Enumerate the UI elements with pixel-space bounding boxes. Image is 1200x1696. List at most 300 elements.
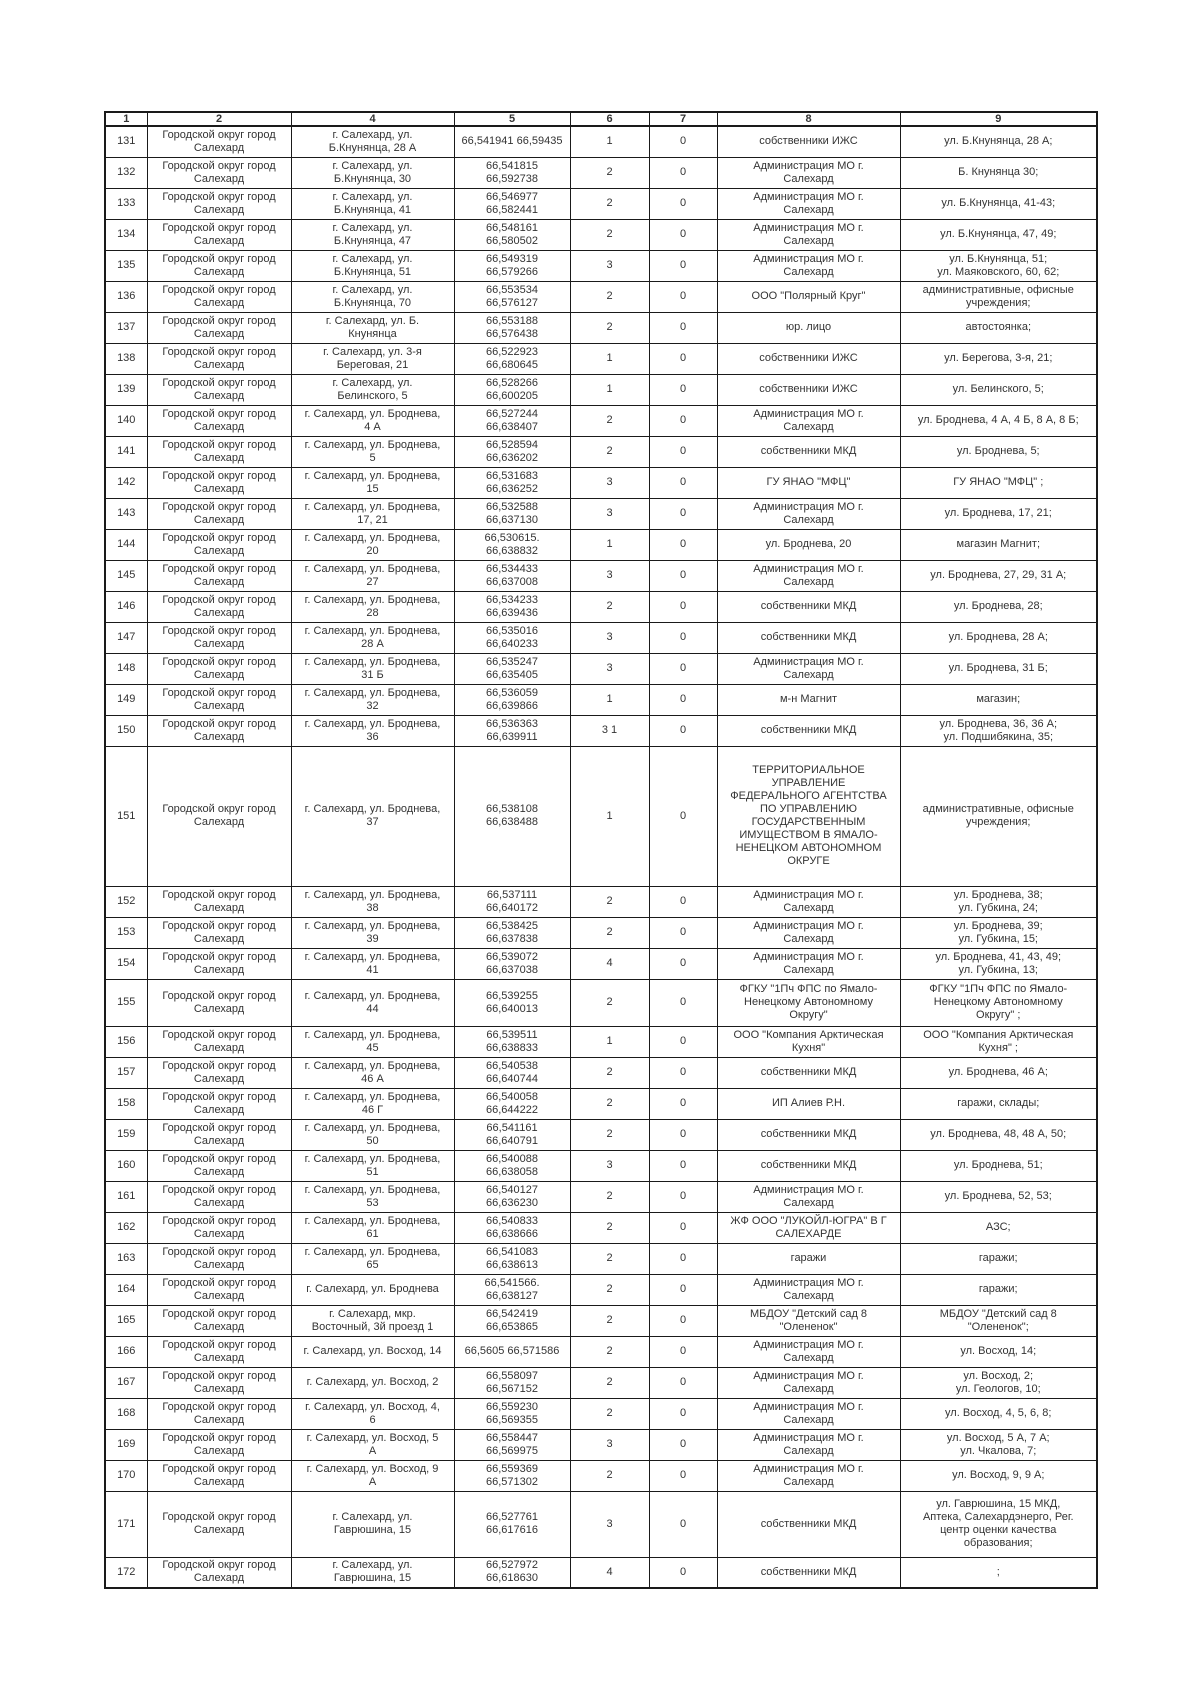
- row-number: 171: [105, 1491, 147, 1557]
- column-7-cell: 0: [649, 312, 717, 343]
- table-body: [105, 126, 1097, 1588]
- owner-cell: Администрация МО г. Салехард: [717, 948, 900, 979]
- district-cell: Городской округ город Салехард: [147, 979, 291, 1026]
- address-cell: г. Салехард, ул. Броднева, 31 Б: [291, 653, 454, 684]
- district-cell: Городской округ город Салехард: [147, 250, 291, 281]
- table-row: [105, 1398, 1097, 1429]
- owner-cell: собственники МКД: [717, 1119, 900, 1150]
- district-cell: Городской округ город Салехард: [147, 1460, 291, 1491]
- column-6-cell: 2: [570, 1398, 649, 1429]
- column-7-cell: 0: [649, 1336, 717, 1367]
- column-7-cell: 0: [649, 498, 717, 529]
- owner-cell: Администрация МО г. Салехард: [717, 1336, 900, 1367]
- column-7-cell: 0: [649, 622, 717, 653]
- owner-cell: собственники МКД: [717, 1557, 900, 1588]
- address-cell: г. Салехард, ул. Броднева, 36: [291, 715, 454, 746]
- coordinates-cell: 66,535016 66,640233: [454, 622, 570, 653]
- table-row: [105, 1026, 1097, 1057]
- row-number: 172: [105, 1557, 147, 1588]
- row-number: 152: [105, 886, 147, 917]
- district-cell: Городской округ город Салехард: [147, 1274, 291, 1305]
- coordinates-cell: 66,532588 66,637130: [454, 498, 570, 529]
- objects-cell: ул. Восход, 5 А, 7 А; ул. Чкалова, 7;: [900, 1429, 1097, 1460]
- table-row: [105, 622, 1097, 653]
- district-cell: Городской округ город Салехард: [147, 529, 291, 560]
- owner-cell: Администрация МО г. Салехард: [717, 1460, 900, 1491]
- row-number: 142: [105, 467, 147, 498]
- table-row: [105, 219, 1097, 250]
- column-6-cell: 3 1: [570, 715, 649, 746]
- coordinates-cell: 66,539511 66,638833: [454, 1026, 570, 1057]
- district-cell: Городской округ город Салехард: [147, 374, 291, 405]
- column-6-cell: 1: [570, 374, 649, 405]
- objects-cell: ул. Броднева, 4 А, 4 Б, 8 А, 8 Б;: [900, 405, 1097, 436]
- row-number: 166: [105, 1336, 147, 1367]
- table-row: [105, 405, 1097, 436]
- owner-cell: МБДОУ "Детский сад 8 "Олененок": [717, 1305, 900, 1336]
- objects-cell: ул. Восход, 4, 5, 6, 8;: [900, 1398, 1097, 1429]
- owner-cell: ЖФ ООО "ЛУКОЙЛ-ЮГРА" В Г САЛЕХАРДЕ: [717, 1212, 900, 1243]
- objects-cell: ;: [900, 1557, 1097, 1588]
- district-cell: Городской округ город Салехард: [147, 1429, 291, 1460]
- coordinates-cell: 66,540538 66,640744: [454, 1057, 570, 1088]
- objects-cell: административные, офисные учреждения;: [900, 281, 1097, 312]
- district-cell: Городской округ город Салехард: [147, 1305, 291, 1336]
- owner-cell: Администрация МО г. Салехард: [717, 405, 900, 436]
- column-7-cell: 0: [649, 157, 717, 188]
- objects-cell: ул. Броднева, 36, 36 А; ул. Подшибякина, 35;: [900, 715, 1097, 746]
- column-6-cell: 2: [570, 281, 649, 312]
- table-row: [105, 343, 1097, 374]
- objects-cell: ул. Гаврюшина, 15 МКД, Аптека, Салехардэнерго, Рег. центр оценки качества образования;: [900, 1491, 1097, 1557]
- coordinates-cell: 66,534233 66,639436: [454, 591, 570, 622]
- table-row: [105, 560, 1097, 591]
- district-cell: Городской округ город Салехард: [147, 560, 291, 591]
- column-6-cell: 4: [570, 1557, 649, 1588]
- coordinates-cell: 66,536059 66,639866: [454, 684, 570, 715]
- coordinates-cell: 66,541815 66,592738: [454, 157, 570, 188]
- column-7-cell: 0: [649, 1429, 717, 1460]
- address-cell: г. Салехард, ул. Восход, 9 А: [291, 1460, 454, 1491]
- address-cell: г. Салехард, ул. Броднева, 38: [291, 886, 454, 917]
- objects-cell: ул. Б.Кнунянца, 47, 49;: [900, 219, 1097, 250]
- row-number: 167: [105, 1367, 147, 1398]
- owner-cell: Администрация МО г. Салехард: [717, 157, 900, 188]
- district-cell: Городской округ город Салехард: [147, 1398, 291, 1429]
- owner-cell: Администрация МО г. Салехард: [717, 1398, 900, 1429]
- owner-cell: Администрация МО г. Салехард: [717, 1367, 900, 1398]
- district-cell: Городской округ город Салехард: [147, 746, 291, 886]
- district-cell: Городской округ город Салехард: [147, 1243, 291, 1274]
- row-number: 145: [105, 560, 147, 591]
- row-number: 147: [105, 622, 147, 653]
- district-cell: Городской округ город Салехард: [147, 1557, 291, 1588]
- district-cell: Городской округ город Салехард: [147, 467, 291, 498]
- column-6-cell: 2: [570, 1212, 649, 1243]
- coordinates-cell: 66,531683 66,636252: [454, 467, 570, 498]
- column-7-cell: 0: [649, 1150, 717, 1181]
- column-7-cell: 0: [649, 1491, 717, 1557]
- table-row: [105, 1491, 1097, 1557]
- address-cell: г. Салехард, ул. Броднева, 4 А: [291, 405, 454, 436]
- coordinates-cell: 66,553534 66,576127: [454, 281, 570, 312]
- column-header: 7: [649, 112, 717, 126]
- column-6-cell: 1: [570, 529, 649, 560]
- row-number: 165: [105, 1305, 147, 1336]
- table-row: [105, 591, 1097, 622]
- column-7-cell: 0: [649, 374, 717, 405]
- district-cell: Городской округ город Салехард: [147, 126, 291, 157]
- row-number: 163: [105, 1243, 147, 1274]
- column-7-cell: 0: [649, 653, 717, 684]
- objects-cell: ул. Броднева, 39; ул. Губкина, 15;: [900, 917, 1097, 948]
- coordinates-cell: 66,541083 66,638613: [454, 1243, 570, 1274]
- owner-cell: ГУ ЯНАО "МФЦ": [717, 467, 900, 498]
- owner-cell: Администрация МО г. Салехард: [717, 498, 900, 529]
- owner-cell: Администрация МО г. Салехард: [717, 653, 900, 684]
- address-cell: г. Салехард, ул. Броднева, 37: [291, 746, 454, 886]
- column-7-cell: 0: [649, 1305, 717, 1336]
- coordinates-cell: 66,540833 66,638666: [454, 1212, 570, 1243]
- column-6-cell: 2: [570, 436, 649, 467]
- coordinates-cell: 66,558447 66,569975: [454, 1429, 570, 1460]
- objects-cell: МБДОУ "Детский сад 8 "Олененок";: [900, 1305, 1097, 1336]
- objects-cell: ул. Восход, 14;: [900, 1336, 1097, 1367]
- table-header: [105, 112, 1097, 126]
- table-row: [105, 1243, 1097, 1274]
- row-number: 150: [105, 715, 147, 746]
- column-6-cell: 1: [570, 684, 649, 715]
- address-cell: г. Салехард, ул. Броднева, 41: [291, 948, 454, 979]
- objects-cell: ул. Броднева, 27, 29, 31 А;: [900, 560, 1097, 591]
- district-cell: Городской округ город Салехард: [147, 436, 291, 467]
- table-row: [105, 1429, 1097, 1460]
- table-row: [105, 917, 1097, 948]
- row-number: 155: [105, 979, 147, 1026]
- column-6-cell: 2: [570, 1243, 649, 1274]
- column-6-cell: 2: [570, 886, 649, 917]
- column-7-cell: 0: [649, 467, 717, 498]
- column-7-cell: 0: [649, 1181, 717, 1212]
- column-7-cell: 0: [649, 684, 717, 715]
- district-cell: Городской округ город Салехард: [147, 1367, 291, 1398]
- column-6-cell: 2: [570, 312, 649, 343]
- address-cell: г. Салехард, ул. Восход, 5 А: [291, 1429, 454, 1460]
- column-6-cell: 2: [570, 1088, 649, 1119]
- table-row: [105, 886, 1097, 917]
- column-7-cell: 0: [649, 979, 717, 1026]
- address-cell: г. Салехард, ул. Б.Кнунянца, 28 А: [291, 126, 454, 157]
- address-cell: г. Салехард, ул. Броднева, 32: [291, 684, 454, 715]
- owner-cell: юр. лицо: [717, 312, 900, 343]
- owner-cell: собственники МКД: [717, 715, 900, 746]
- column-header: 1: [105, 112, 147, 126]
- address-cell: г. Салехард, ул. Б.Кнунянца, 47: [291, 219, 454, 250]
- district-cell: Городской округ город Салехард: [147, 188, 291, 219]
- column-6-cell: 1: [570, 1026, 649, 1057]
- table-row: [105, 715, 1097, 746]
- objects-cell: ул. Броднева, 38; ул. Губкина, 24;: [900, 886, 1097, 917]
- table-row: [105, 684, 1097, 715]
- column-6-cell: 2: [570, 1336, 649, 1367]
- column-6-cell: 2: [570, 917, 649, 948]
- row-number: 132: [105, 157, 147, 188]
- objects-cell: ул. Берегова, 3-я, 21;: [900, 343, 1097, 374]
- objects-cell: ул. Броднева, 48, 48 А, 50;: [900, 1119, 1097, 1150]
- district-cell: Городской округ город Салехард: [147, 886, 291, 917]
- address-cell: г. Салехард, ул. Броднева, 61: [291, 1212, 454, 1243]
- objects-cell: ул. Восход, 9, 9 А;: [900, 1460, 1097, 1491]
- column-7-cell: 0: [649, 1243, 717, 1274]
- table-row: [105, 1557, 1097, 1588]
- coordinates-cell: 66,528266 66,600205: [454, 374, 570, 405]
- district-cell: Городской округ город Салехард: [147, 1336, 291, 1367]
- row-number: 148: [105, 653, 147, 684]
- coordinates-cell: 66,558097 66,567152: [454, 1367, 570, 1398]
- owner-cell: Администрация МО г. Салехард: [717, 917, 900, 948]
- address-cell: г. Салехард, ул. Броднева, 46 А: [291, 1057, 454, 1088]
- column-6-cell: 2: [570, 157, 649, 188]
- table-row: [105, 281, 1097, 312]
- district-cell: Городской округ город Салехард: [147, 715, 291, 746]
- column-7-cell: 0: [649, 1557, 717, 1588]
- coordinates-cell: 66,535247 66,635405: [454, 653, 570, 684]
- row-number: 154: [105, 948, 147, 979]
- column-6-cell: 1: [570, 126, 649, 157]
- objects-cell: АЗС;: [900, 1212, 1097, 1243]
- column-6-cell: 2: [570, 219, 649, 250]
- owner-cell: ООО "Компания Арктическая Кухня": [717, 1026, 900, 1057]
- address-cell: г. Салехард, ул. Броднева, 5: [291, 436, 454, 467]
- column-7-cell: 0: [649, 343, 717, 374]
- column-header: 8: [717, 112, 900, 126]
- row-number: 162: [105, 1212, 147, 1243]
- objects-cell: ул. Броднева, 5;: [900, 436, 1097, 467]
- column-6-cell: 2: [570, 1305, 649, 1336]
- row-number: 146: [105, 591, 147, 622]
- objects-cell: магазин Магнит;: [900, 529, 1097, 560]
- table-row: [105, 250, 1097, 281]
- column-6-cell: 2: [570, 405, 649, 436]
- district-cell: Городской округ город Салехард: [147, 1491, 291, 1557]
- district-cell: Городской округ город Салехард: [147, 1088, 291, 1119]
- coordinates-cell: 66,549319 66,579266: [454, 250, 570, 281]
- owner-cell: Администрация МО г. Салехард: [717, 1429, 900, 1460]
- address-cell: г. Салехард, ул. Б.Кнунянца, 51: [291, 250, 454, 281]
- column-6-cell: 2: [570, 188, 649, 219]
- owner-cell: собственники ИЖС: [717, 126, 900, 157]
- row-number: 133: [105, 188, 147, 219]
- column-7-cell: 0: [649, 1398, 717, 1429]
- table-row: [105, 1460, 1097, 1491]
- coordinates-cell: 66,540058 66,644222: [454, 1088, 570, 1119]
- row-number: 151: [105, 746, 147, 886]
- owner-cell: ул. Броднева, 20: [717, 529, 900, 560]
- address-cell: г. Салехард, ул. Броднева, 44: [291, 979, 454, 1026]
- column-6-cell: 2: [570, 1119, 649, 1150]
- address-cell: г. Салехард, ул. Б. Кнунянца: [291, 312, 454, 343]
- district-cell: Городской округ город Салехард: [147, 1150, 291, 1181]
- district-cell: Городской округ город Салехард: [147, 498, 291, 529]
- owner-cell: собственники ИЖС: [717, 343, 900, 374]
- objects-cell: магазин;: [900, 684, 1097, 715]
- column-7-cell: 0: [649, 917, 717, 948]
- address-cell: г. Салехард, ул. Б.Кнунянца, 30: [291, 157, 454, 188]
- column-7-cell: 0: [649, 188, 717, 219]
- row-number: 139: [105, 374, 147, 405]
- objects-cell: автостоянка;: [900, 312, 1097, 343]
- address-cell: г. Салехард, ул. Броднева, 39: [291, 917, 454, 948]
- coordinates-cell: 66,540127 66,636230: [454, 1181, 570, 1212]
- owner-cell: собственники МКД: [717, 1491, 900, 1557]
- district-cell: Городской округ город Салехард: [147, 948, 291, 979]
- owner-cell: собственники МКД: [717, 1057, 900, 1088]
- column-6-cell: 2: [570, 1057, 649, 1088]
- row-number: 141: [105, 436, 147, 467]
- address-cell: г. Салехард, ул. Броднева, 28: [291, 591, 454, 622]
- table-row: [105, 1150, 1097, 1181]
- district-cell: Городской округ город Салехард: [147, 653, 291, 684]
- coordinates-cell: 66,541566. 66,638127: [454, 1274, 570, 1305]
- row-number: 157: [105, 1057, 147, 1088]
- table-row: [105, 979, 1097, 1026]
- owner-cell: ИП Алиев Р.Н.: [717, 1088, 900, 1119]
- table-row: [105, 1336, 1097, 1367]
- district-cell: Городской округ город Салехард: [147, 622, 291, 653]
- column-7-cell: 0: [649, 1088, 717, 1119]
- objects-cell: гаражи;: [900, 1243, 1097, 1274]
- address-cell: г. Салехард, ул. Броднева, 53: [291, 1181, 454, 1212]
- column-header: 5: [454, 112, 570, 126]
- column-7-cell: 0: [649, 1274, 717, 1305]
- objects-cell: ул. Броднева, 46 А;: [900, 1057, 1097, 1088]
- address-cell: г. Салехард, ул. Броднева, 20: [291, 529, 454, 560]
- table-row: [105, 312, 1097, 343]
- owner-cell: ФГКУ "1Пч ФПС по Ямало- Ненецкому Автономному Округу": [717, 979, 900, 1026]
- district-cell: Городской округ город Салехард: [147, 405, 291, 436]
- address-cell: г. Салехард, ул. Восход, 2: [291, 1367, 454, 1398]
- row-number: 137: [105, 312, 147, 343]
- table-row: [105, 1088, 1097, 1119]
- column-6-cell: 3: [570, 1429, 649, 1460]
- column-7-cell: 0: [649, 529, 717, 560]
- owner-cell: м-н Магнит: [717, 684, 900, 715]
- table-row: [105, 746, 1097, 886]
- address-cell: г. Салехард, ул. Броднева, 28 А: [291, 622, 454, 653]
- row-number: 158: [105, 1088, 147, 1119]
- objects-cell: ГУ ЯНАО "МФЦ" ;: [900, 467, 1097, 498]
- coordinates-cell: 66,541941 66,59435: [454, 126, 570, 157]
- row-number: 169: [105, 1429, 147, 1460]
- column-6-cell: 3: [570, 622, 649, 653]
- coordinates-cell: 66,527761 66,617616: [454, 1491, 570, 1557]
- objects-cell: ул. Б.Кнунянца, 51; ул. Маяковского, 60, 62;: [900, 250, 1097, 281]
- objects-cell: административные, офисные учреждения;: [900, 746, 1097, 886]
- objects-cell: ул. Б.Кнунянца, 41-43;: [900, 188, 1097, 219]
- coordinates-cell: 66,539072 66,637038: [454, 948, 570, 979]
- column-header: 6: [570, 112, 649, 126]
- coordinates-cell: 66,527972 66,618630: [454, 1557, 570, 1588]
- table-row: [105, 529, 1097, 560]
- registry-table: [104, 111, 1098, 1589]
- column-7-cell: 0: [649, 886, 717, 917]
- address-cell: г. Салехард, ул. Броднева: [291, 1274, 454, 1305]
- address-cell: г. Салехард, ул. Броднева, 27: [291, 560, 454, 591]
- column-header: 2: [147, 112, 291, 126]
- column-7-cell: 0: [649, 281, 717, 312]
- column-7-cell: 0: [649, 1367, 717, 1398]
- address-cell: г. Салехард, мкр. Восточный, 3й проезд 1: [291, 1305, 454, 1336]
- owner-cell: собственники МКД: [717, 1150, 900, 1181]
- address-cell: г. Салехард, ул. Гаврюшина, 15: [291, 1557, 454, 1588]
- address-cell: г. Салехард, ул. Белинского, 5: [291, 374, 454, 405]
- district-cell: Городской округ город Салехард: [147, 219, 291, 250]
- owner-cell: ООО "Полярный Круг": [717, 281, 900, 312]
- coordinates-cell: 66,522923 66,680645: [454, 343, 570, 374]
- column-6-cell: 2: [570, 1460, 649, 1491]
- table-row: [105, 436, 1097, 467]
- owner-cell: собственники МКД: [717, 591, 900, 622]
- owner-cell: собственники ИЖС: [717, 374, 900, 405]
- column-7-cell: 0: [649, 1057, 717, 1088]
- owner-cell: гаражи: [717, 1243, 900, 1274]
- column-6-cell: 2: [570, 1181, 649, 1212]
- owner-cell: собственники МКД: [717, 436, 900, 467]
- coordinates-cell: 66,541161 66,640791: [454, 1119, 570, 1150]
- column-7-cell: 0: [649, 250, 717, 281]
- table-row: [105, 1119, 1097, 1150]
- coordinates-cell: 66,527244 66,638407: [454, 405, 570, 436]
- table-row: [105, 467, 1097, 498]
- coordinates-cell: 66,546977 66,582441: [454, 188, 570, 219]
- column-6-cell: 3: [570, 560, 649, 591]
- objects-cell: гаражи, склады;: [900, 1088, 1097, 1119]
- column-6-cell: 4: [570, 948, 649, 979]
- owner-cell: Администрация МО г. Салехард: [717, 1274, 900, 1305]
- address-cell: г. Салехард, ул. Б.Кнунянца, 70: [291, 281, 454, 312]
- column-7-cell: 0: [649, 1460, 717, 1491]
- address-cell: г. Салехард, ул. Броднева, 17, 21: [291, 498, 454, 529]
- table-row: [105, 1181, 1097, 1212]
- table-row: [105, 948, 1097, 979]
- objects-cell: ул. Б.Кнунянца, 28 А;: [900, 126, 1097, 157]
- owner-cell: ТЕРРИТОРИАЛЬНОЕ УПРАВЛЕНИЕ ФЕДЕРАЛЬНОГО АГЕНТСТВА ПО УПРАВЛЕНИЮ ГОСУДАРСТВЕННЫМ ИМУЩЕСТВОМ В ЯМАЛО- НЕНЕЦКОМ АВТОНОМНОМ ОКРУГЕ: [717, 746, 900, 886]
- address-cell: г. Салехард, ул. Б.Кнунянца, 41: [291, 188, 454, 219]
- row-number: 131: [105, 126, 147, 157]
- coordinates-cell: 66,559369 66,571302: [454, 1460, 570, 1491]
- column-6-cell: 3: [570, 1491, 649, 1557]
- address-cell: г. Салехард, ул. Броднева, 51: [291, 1150, 454, 1181]
- owner-cell: Администрация МО г. Салехард: [717, 250, 900, 281]
- column-header: 4: [291, 112, 454, 126]
- column-7-cell: 0: [649, 1026, 717, 1057]
- row-number: 149: [105, 684, 147, 715]
- district-cell: Городской округ город Салехард: [147, 157, 291, 188]
- row-number: 140: [105, 405, 147, 436]
- coordinates-cell: 66,538108 66,638488: [454, 746, 570, 886]
- column-7-cell: 0: [649, 1212, 717, 1243]
- row-number: 164: [105, 1274, 147, 1305]
- objects-cell: ООО "Компания Арктическая Кухня" ;: [900, 1026, 1097, 1057]
- row-number: 160: [105, 1150, 147, 1181]
- coordinates-cell: 66,548161 66,580502: [454, 219, 570, 250]
- district-cell: Городской округ город Салехард: [147, 684, 291, 715]
- row-number: 161: [105, 1181, 147, 1212]
- column-6-cell: 3: [570, 1150, 649, 1181]
- column-6-cell: 2: [570, 979, 649, 1026]
- coordinates-cell: 66,539255 66,640013: [454, 979, 570, 1026]
- row-number: 153: [105, 917, 147, 948]
